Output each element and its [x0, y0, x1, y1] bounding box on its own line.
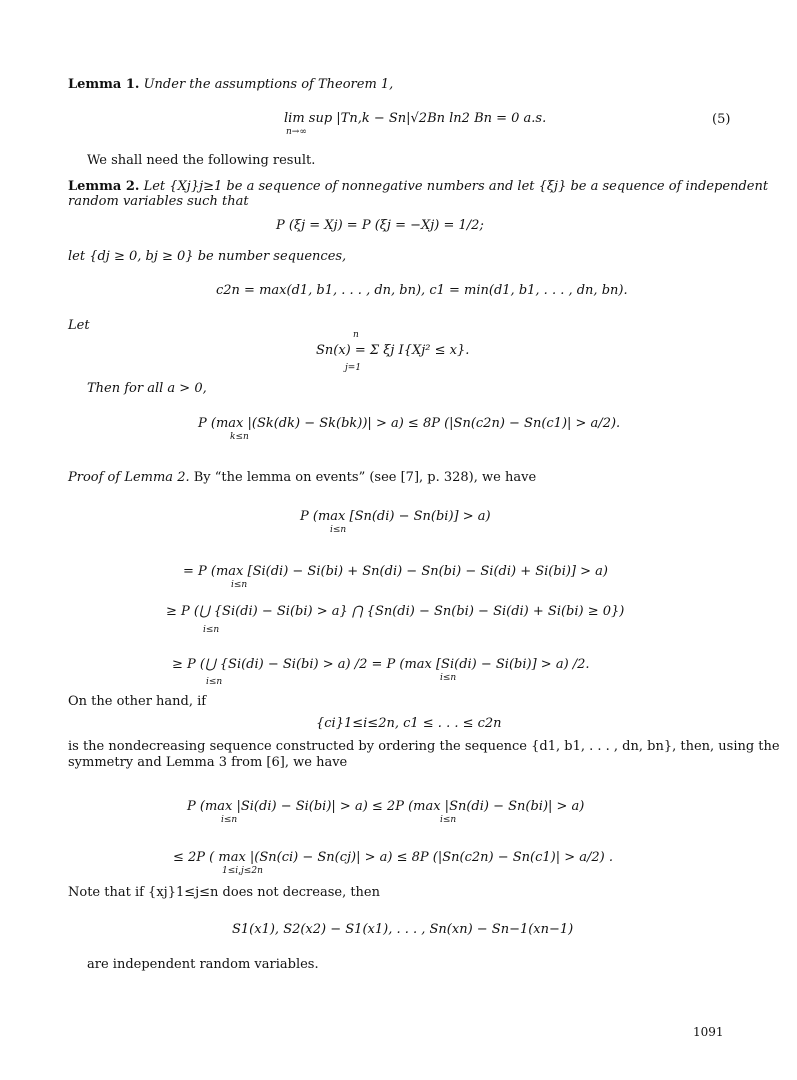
lemma2-max-subscript: k≤n [230, 432, 249, 442]
lemma2-then-clause: Then for all a > 0, [87, 381, 207, 396]
proof-equation-d: ≥ P (⋃ {Si(di) − Si(bi) > a) /2 = P (max [Si(di) − Si(bi)] > a) /2. [172, 657, 590, 672]
equation-5-number: (5) [712, 112, 731, 127]
proof-equation-g: ≤ 2P ( max |(Sn(ci) − Sn(cj)| > a) ≤ 8P (|Sn(c2n) − Sn(c1)| > a/2) . [173, 850, 613, 865]
lemma1-statement [68, 77, 393, 93]
proof-equation-f: P (max |Si(di) − Si(bi)| > a) ≤ 2P (max |Sn(di) − Sn(bi)| > a) [187, 799, 585, 814]
lemma2-text-line1: Let {Xj}j≥1 be a sequence of nonnegative numbers and let {ξj} be a sequence of independent [143, 179, 769, 194]
equation-5-limit-subscript: n→∞ [286, 127, 307, 137]
nondecreasing-sentence-line1: is the nondecreasing sequence constructed by ordering the sequence {d1, b1, . . . , dn, bn}, then, using the [68, 739, 780, 754]
proof-equation-b-subscript: i≤n [231, 580, 248, 590]
independent-sentence: are independent random variables. [87, 957, 319, 972]
other-hand-sentence: On the other hand, if [68, 694, 207, 709]
proof-equation-a-subscript: i≤n [330, 525, 347, 535]
proof-equation-f-subscript-2: i≤n [440, 815, 457, 825]
proof-equation-b: = P (max [Si(di) − Si(bi) + Sn(di) − Sn(bi) − Si(di) + Si(bi)] > a) [183, 564, 608, 579]
nondecreasing-sentence-line2: symmetry and Lemma 3 from [6], we have [68, 755, 348, 770]
sn-definition-equation: Sn(x) = Σ ξj I{Xj² ≤ x}. [316, 343, 470, 358]
lemma2-statement-line1 [68, 179, 768, 195]
page-number: 1091 [693, 1025, 724, 1039]
sum-upper-limit: n [353, 330, 359, 340]
proof-equation-f-subscript-1: i≤n [221, 815, 238, 825]
proof-equation-a: P (max [Sn(di) − Sn(bi)] > a) [300, 509, 491, 524]
proof-equation-d-subscript-union: i≤n [206, 677, 223, 687]
lemma2-let: Let [68, 318, 90, 333]
lemma2-probability-equation: P (ξj = Xj) = P (ξj = −Xj) = 1/2; [276, 218, 484, 233]
proof-equation-d-subscript-max: i≤n [440, 673, 457, 683]
lemma2-c-definitions: c2n = max(d1, b1, . . . , dn, bn), c1 = min(d1, b1, . . . , dn, bn). [216, 283, 628, 298]
lemma2-text-line2: random variables such that [68, 194, 249, 209]
sum-lower-limit: j=1 [345, 363, 362, 373]
proof-intro [68, 470, 536, 486]
proof-equation-g-subscript: 1≤i,j≤2n [222, 866, 263, 876]
lemma1-heading: Lemma 1. [68, 77, 140, 92]
note-sentence: Note that if {xj}1≤j≤n does not decrease, then [68, 885, 380, 900]
proof-equation-c-subscript: i≤n [203, 625, 220, 635]
proof-equation-c: ≥ P (⋃ {Si(di) − Si(bi) > a} ⋂ {Sn(di) − Sn(bi) − Si(di) + Si(bi) ≥ 0}) [166, 604, 625, 619]
proof-heading: Proof of Lemma 2. [68, 470, 190, 485]
independent-increments-equation: S1(x1), S2(x2) − S1(x1), . . . , Sn(xn) − Sn−1(xn−1) [232, 922, 574, 937]
equation-5: lim sup |Tn,k − Sn|√2Bn ln2 Bn = 0 a.s. [284, 111, 547, 126]
lemma1-text: Under the assumptions of Theorem 1, [143, 77, 394, 92]
need-result-sentence: We shall need the following result. [87, 153, 316, 168]
lemma2-let-sequences: let {dj ≥ 0, bj ≥ 0} be number sequences, [68, 249, 347, 264]
ordered-sequence-equation: {ci}1≤i≤2n, c1 ≤ . . . ≤ c2n [316, 716, 502, 731]
lemma2-heading: Lemma 2. [68, 179, 140, 194]
lemma2-main-inequality: P (max |(Sk(dk) − Sk(bk))| > a) ≤ 8P (|Sn(c2n) − Sn(c1)| > a/2). [198, 416, 621, 431]
proof-intro-text: By “the lemma on events” (see [7], p. 328), we have [193, 470, 537, 485]
